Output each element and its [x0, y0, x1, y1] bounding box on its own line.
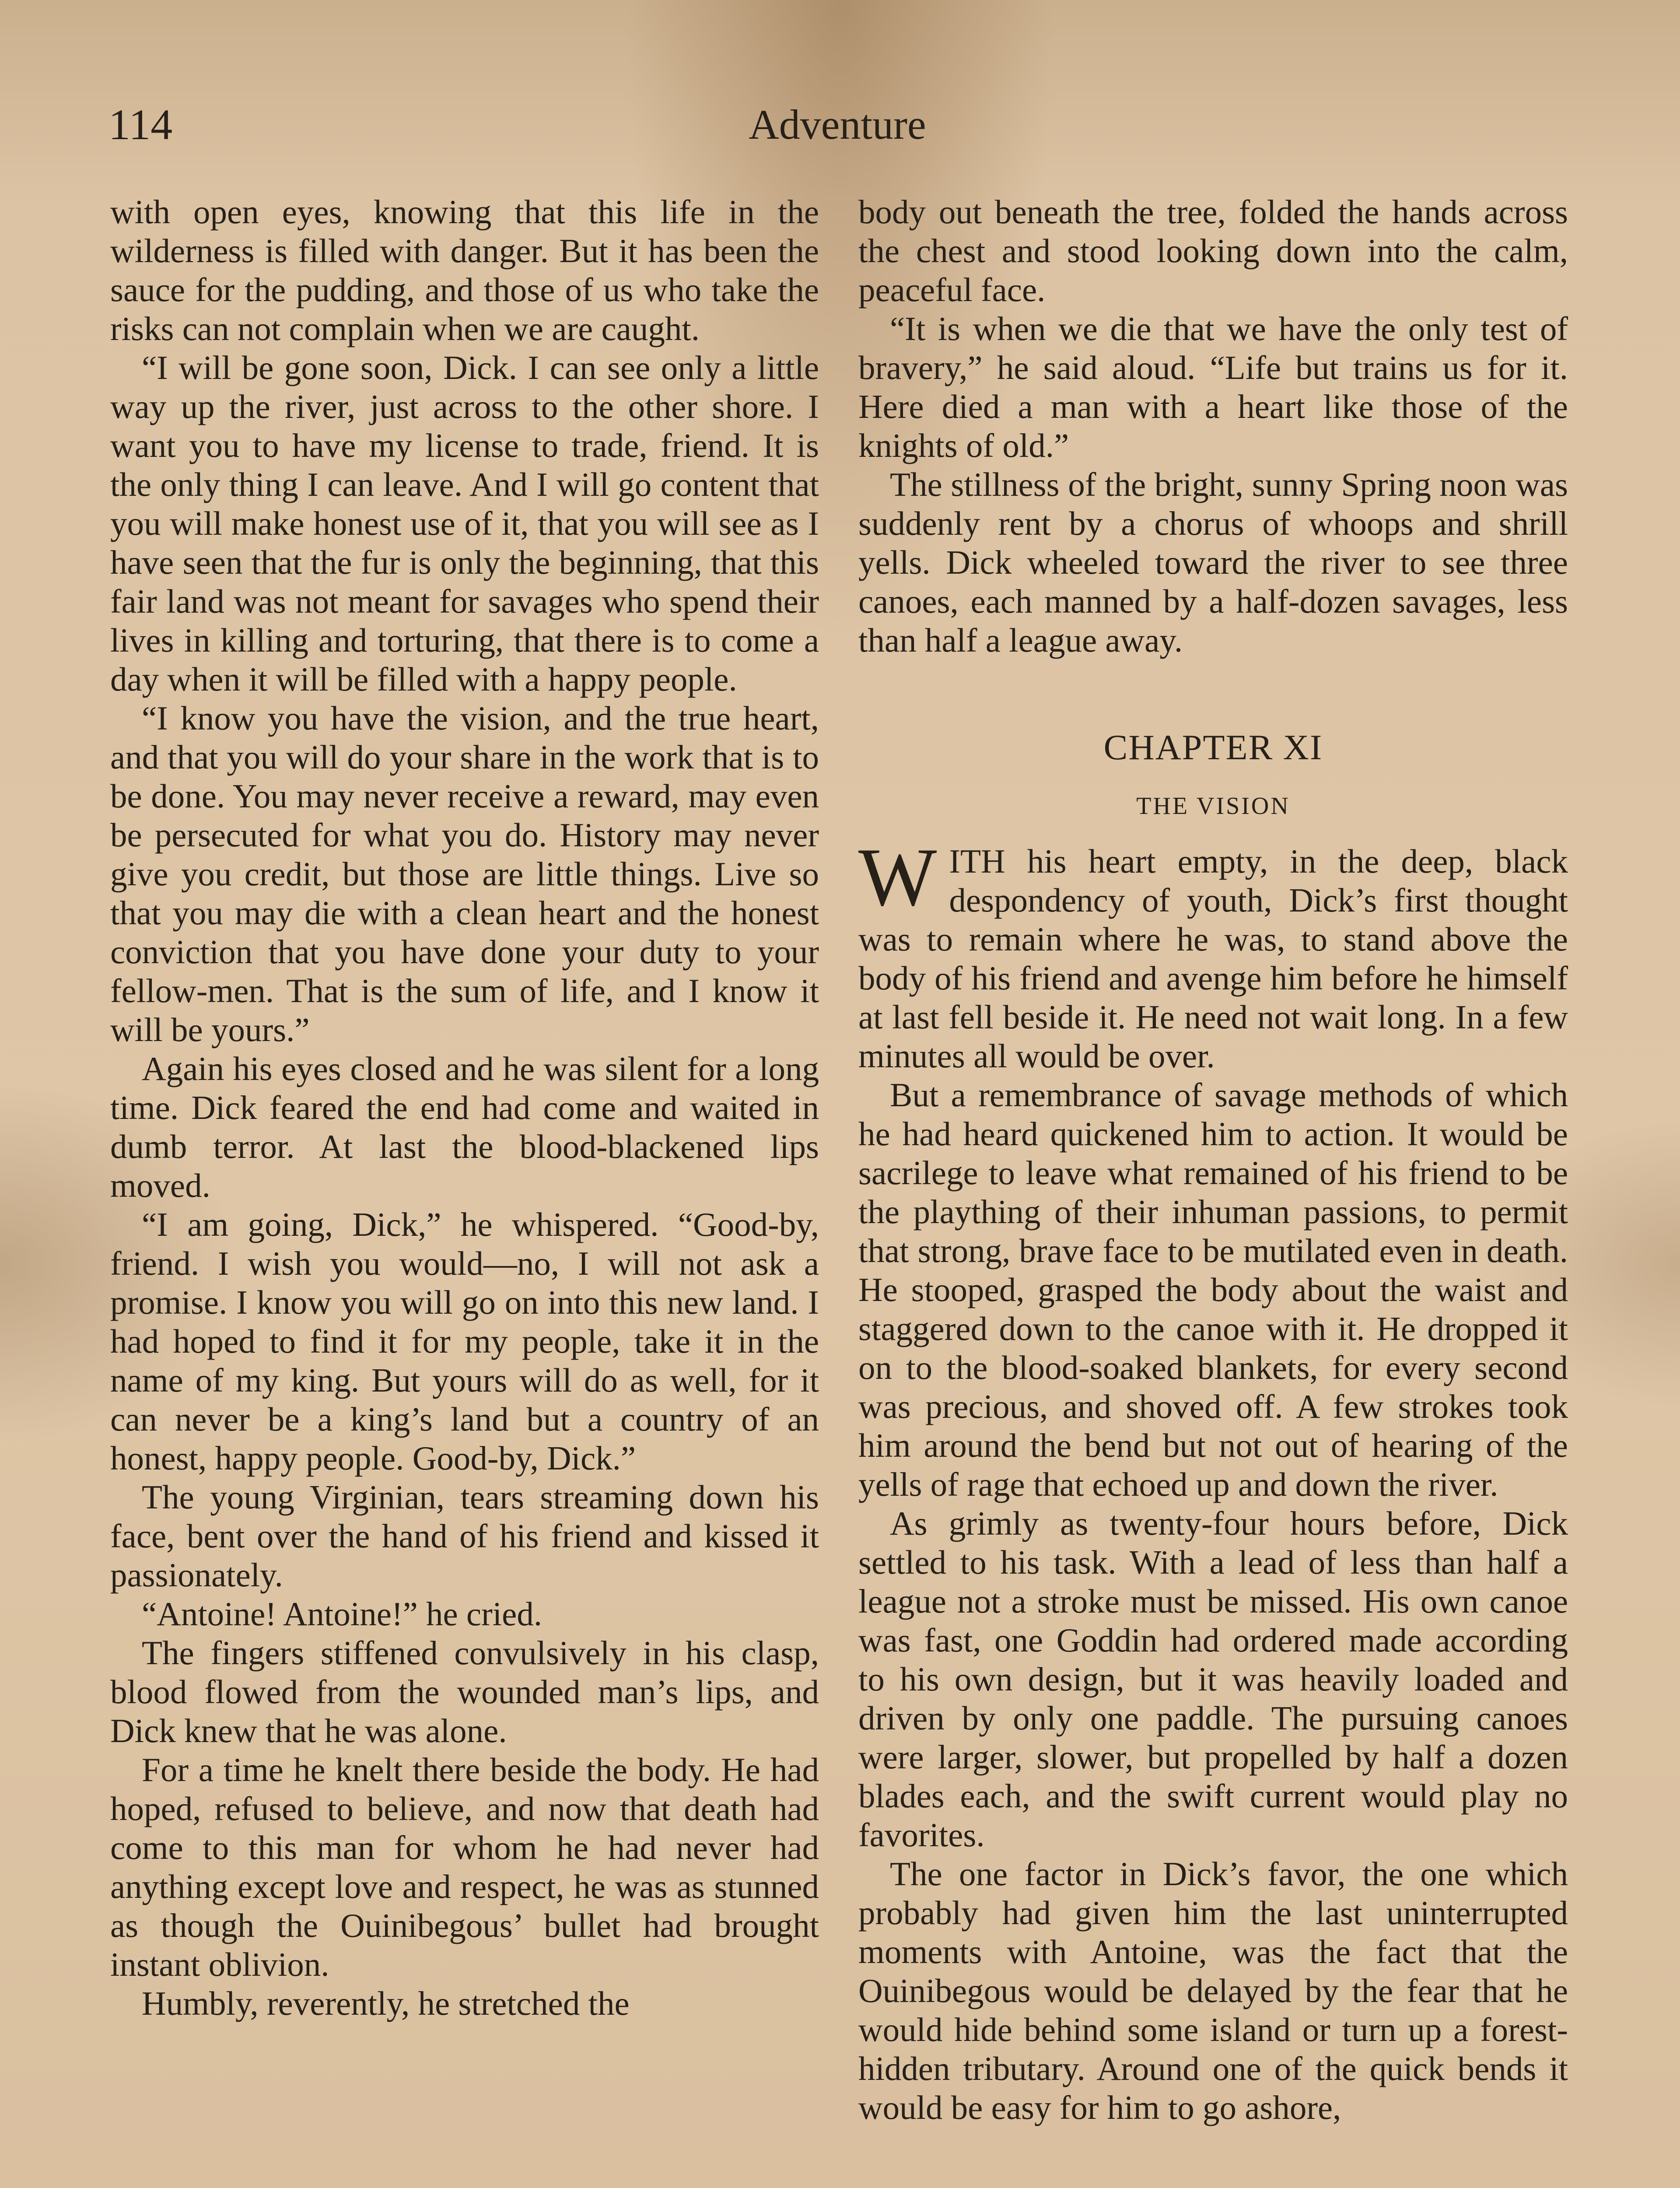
- paragraph: Humbly, reverently, he stretched the: [142, 1985, 630, 2022]
- paragraph: “I am going, Dick,” he whispered. “Good-by, friend. I wish you would—no, I will not ask a promise. I know you will go on into this new land. I had hoped to find it for my people, take it in the name of my king. But yours will do as well, for it can never be a king’s land but a country of an honest, happy people. Good-by, Dick.”: [110, 1206, 819, 1477]
- paragraph: Again his eyes closed and he was silent for a long time. Dick feared the end had come and waited in dumb terror. At last the blood-blackened lips moved.: [110, 1050, 819, 1204]
- paragraph: The one factor in Dick’s favor, the one which probably had given him the last uninterrupted moments with Antoine, was the fact that the Ouinibegous would be delayed by the fear that he would hide behind some island or turn up a forest-hidden tributary. Around one of the quick bends it would be easy for him to go ashore,: [858, 1855, 1568, 2126]
- paragraph-text: ITH his heart empty, in the deep, black despondency of youth, Dick’s first thought was to remain where he was, to stand above the body of his friend and avenge him before he himself at last fell beside it. He need not wait long. In a few minutes all would be over.: [858, 842, 1568, 1075]
- paragraph: with open eyes, knowing that this life in the wilderness is filled with danger. But it has been the sauce for the pudding, and those of us who take the risks can not complain when we are caught.: [110, 193, 819, 347]
- paragraph: The young Virginian, tears streaming down his face, bent over the hand of his friend and kissed it passionately.: [110, 1478, 819, 1594]
- page-number: 114: [108, 100, 173, 149]
- paragraph: “It is when we die that we have the only test of bravery,” he said aloud. “Life but trains us for it. Here died a man with a heart like those of the knights of old.”: [858, 310, 1568, 464]
- chapter-heading: CHAPTER XI: [1103, 727, 1323, 767]
- right-column: [858, 193, 1568, 2127]
- running-title: Adventure: [749, 101, 926, 148]
- paragraph: body out beneath the tree, folded the hands across the chest and stood looking down into the calm, peaceful face.: [858, 193, 1568, 309]
- left-column: [110, 193, 819, 2023]
- page-header: [108, 94, 1566, 155]
- paragraph: The fingers stiffened convulsively in his clasp, blood flowed from the wounded man’s lips, and Dick knew that he was alone.: [110, 1634, 819, 1750]
- paragraph: “Antoine! Antoine!” he cried.: [142, 1595, 542, 1633]
- paragraph: “I will be gone soon, Dick. I can see only a little way up the river, just across to the other shore. I want you to have my license to trade, friend. It is the only thing I can leave. And I will go content that you will make honest use of it, that you will see as I have seen that the fur is only the beginning, that this fair land was not meant for savages who spend their lives in killing and torturing, that there is to come a day when it will be filled with a happy people.: [110, 349, 819, 698]
- drop-cap: W: [858, 831, 937, 923]
- paragraph: For a time he knelt there beside the body. He had hoped, refused to believe, and now that death had come to this man for whom he had never had anything except love and respect, he was as stunned as though the Ouinibegous’ bullet had brought instant oblivion.: [110, 1751, 819, 1983]
- chapter-title: THE VISION: [1136, 792, 1290, 820]
- paragraph: “I know you have the vision, and the true heart, and that you will do your share in the work that is to be done. You may never receive a reward, may even be persecuted for what you do. History may never give you credit, but those are little things. Live so that you may die with a clean heart and the honest conviction that you have done your duty to your fellow-men. That is the sum of life, and I know it will be yours.”: [110, 699, 819, 1048]
- chapter-opening-paragraph: [858, 831, 1568, 1076]
- paragraph: But a remembrance of savage methods of which he had heard quickened him to action. It would be sacrilege to leave what remained of his friend to be the plaything of their inhuman passions, to permit that strong, brave face to be mutilated even in death. He stooped, grasped the body about the waist and staggered down to the canoe with it. He dropped it on to the blood-soaked blankets, for every second was precious, and shoved off. A few strokes took him around the bend but not out of hearing of the yells of rage that echoed up and down the river.: [858, 1076, 1568, 1503]
- paragraph: As grimly as twenty-four hours before, Dick settled to his task. With a lead of less than half a league not a stroke must be missed. His own canoe was fast, one Goddin had ordered made according to his own design, but it was heavily loaded and driven by only one paddle. The pursuing canoes were larger, slower, but propelled by half a dozen blades each, and the swift current would play no favorites.: [858, 1504, 1568, 1854]
- paragraph: The stillness of the bright, sunny Spring noon was suddenly rent by a chorus of whoops and shrill yells. Dick wheeled toward the river to see three canoes, each manned by a half-dozen savages, less than half a league away.: [858, 466, 1568, 659]
